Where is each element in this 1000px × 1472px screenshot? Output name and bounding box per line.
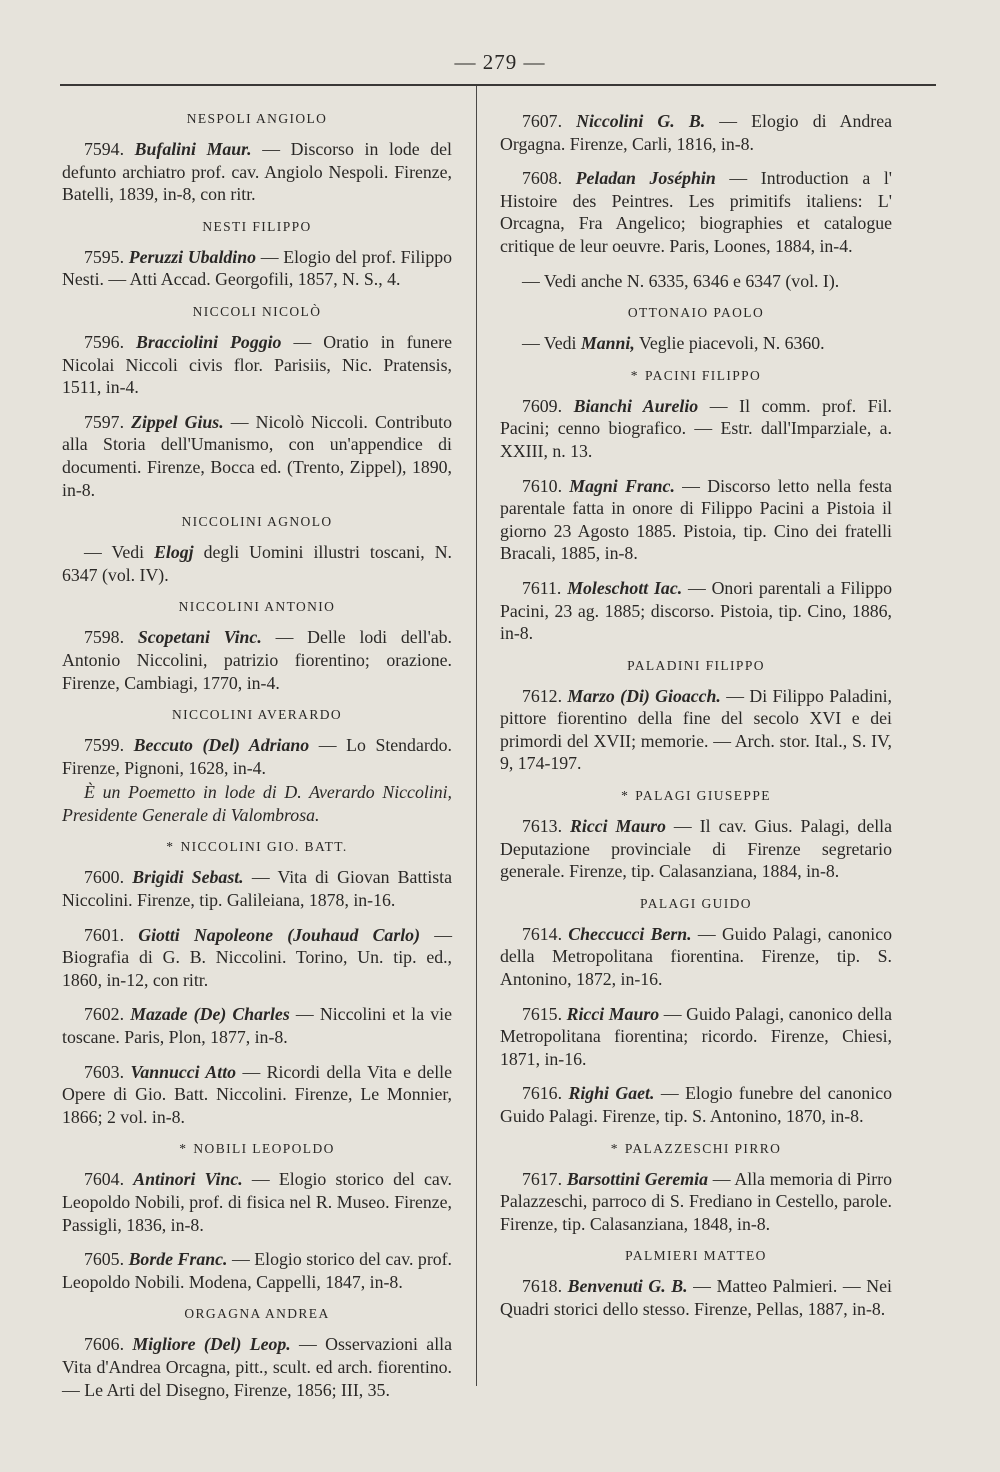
bibliography-entry xyxy=(62,246,452,291)
entry-number: 7602. xyxy=(84,1004,125,1025)
entry-author: Mazade (De) Charles xyxy=(130,1004,290,1025)
heading-text: NOBILI LEOPOLDO xyxy=(193,1141,335,1157)
bibliography-entry xyxy=(62,1168,452,1236)
bibliography-entry xyxy=(500,923,892,991)
bibliography-entry xyxy=(62,734,452,779)
heading-text: NICCOLI NICOLÒ xyxy=(192,303,322,319)
heading-text: NESTI FILIPPO xyxy=(202,218,312,234)
bibliography-entry xyxy=(62,626,452,694)
section-heading xyxy=(500,1140,892,1158)
entry-text: — Elogio storico del cav. Leopoldo Nobili, prof. di fisica nel R. Museo. Firenze, Passigli, 1836, in-8. xyxy=(62,1169,452,1235)
entry-number: 7594. xyxy=(84,139,125,159)
entry-author: Peladan Joséphin xyxy=(575,168,716,189)
bibliography-entry xyxy=(62,411,452,501)
entry-number: 7607. xyxy=(522,111,563,131)
asterisk-mark: * xyxy=(179,1141,188,1157)
entry-text: — Nicolò Niccoli. Contributo alla Storia dell'Umanismo, con un'appendice di documenti. Firenze, Bocca ed. (Trento, Zippel), 1890, in-8. xyxy=(62,411,453,500)
bibliography-entry xyxy=(500,1082,892,1127)
entry-author: Elogj xyxy=(154,542,194,563)
entry-author: Checcucci Bern. xyxy=(568,923,692,944)
entry-author: Bracciolini Poggio xyxy=(136,331,282,352)
bibliography-entry xyxy=(500,1003,892,1071)
entry-number: 7614. xyxy=(522,923,563,944)
entry-number: 7603. xyxy=(84,1061,125,1082)
entry-author: Antinori Vinc. xyxy=(133,1169,243,1190)
entry-text: — Niccolini et la vie toscane. Paris, Plon, 1877, in-8. xyxy=(62,1004,452,1048)
bibliography-entry xyxy=(500,577,892,645)
asterisk-mark: * xyxy=(166,839,175,855)
section-heading xyxy=(500,1247,892,1265)
entry-text: — Il cav. Gius. Palagi, della Deputazione provinciale di Firenze segretario generale. Firenze, tip. Calasanziana, 1884, in-8. xyxy=(500,816,892,882)
heading-text: NESPOLI ANGIOLO xyxy=(186,111,328,126)
section-heading xyxy=(62,513,452,531)
entry-number: 7615. xyxy=(522,1003,563,1024)
heading-text: PALAGI GUIDO xyxy=(640,895,752,911)
bibliography-entry xyxy=(500,1168,892,1236)
bibliography-entry xyxy=(500,332,892,355)
entry-number: 7612. xyxy=(522,685,563,706)
entry-text: — Lo Stendardo. Firenze, Pignoni, 1628, in-4. xyxy=(62,735,452,778)
entry-author: Zippel Gius. xyxy=(131,411,224,432)
entry-author: Migliore (Del) Leop. xyxy=(132,1334,291,1355)
bibliography-entry xyxy=(500,685,892,775)
bibliography-entry xyxy=(500,1275,892,1320)
entry-author: Ricci Mauro xyxy=(570,816,666,837)
section-heading xyxy=(500,657,892,675)
entry-author: Vannucci Atto xyxy=(130,1061,237,1082)
entry-number: 7606. xyxy=(84,1334,125,1355)
section-heading xyxy=(62,1140,452,1158)
entry-number: 7604. xyxy=(84,1169,125,1190)
bibliography-entry xyxy=(500,167,892,257)
bibliography-entry xyxy=(62,866,452,911)
entry-author: Peruzzi Ubaldino xyxy=(128,246,256,267)
entry-author: Giotti Napoleone (Jouhaud Carlo) xyxy=(138,924,420,945)
heading-text: PACINI FILIPPO xyxy=(644,367,762,383)
entry-number: — Vedi xyxy=(522,333,577,354)
entry-number: — Vedi anche xyxy=(522,270,623,291)
bibliography-entry xyxy=(500,475,892,565)
heading-text: PALAZZESCHI PIRRO xyxy=(624,1140,782,1156)
bibliography-entry xyxy=(500,270,892,293)
entry-author: Bianchi Aurelio xyxy=(573,395,699,416)
entry-text: — Osservazioni alla Vita d'Andrea Orcagna, pitt., scult. ed arch. fiorentino. — Le Arti del Disegno, Firenze, 1856; III, 35. xyxy=(62,1334,452,1400)
bibliography-entry xyxy=(62,1333,452,1401)
entry-number: 7617. xyxy=(522,1168,563,1189)
bibliography-entry xyxy=(62,1061,452,1129)
entry-text: — Biografia di G. B. Niccolini. Torino, Un. tip. ed., 1860, in-12, con ritr. xyxy=(62,924,453,990)
asterisk-mark: * xyxy=(630,367,639,383)
entry-text: — Elogio del prof. Filippo Nesti. — Atti Accad. Georgofili, 1857, N. S., 4. xyxy=(62,246,452,290)
heading-text: PALMIERI MATTEO xyxy=(625,1248,767,1264)
entry-text: degli Uomini illustri toscani, N. 6347 (vol. IV). xyxy=(62,542,452,585)
entry-text: — Delle lodi dell'ab. Antonio Niccolini, patrizio fiorentino; orazione. Firenze, Cambiagi, 1770, in-4. xyxy=(62,627,453,693)
entry-text: — Di Filippo Paladini, pittore fiorentino della fine del secolo XVI e dei primordi del XVII; memorie. — Arch. stor. Ital., S. IV, 9, 174-197. xyxy=(500,685,892,774)
heading-text: NICCOLINI ANTONIO xyxy=(178,599,336,615)
section-heading xyxy=(62,218,452,236)
bibliography-entry xyxy=(62,138,452,206)
entry-author: Moleschott Iac. xyxy=(567,577,683,598)
entry-number: 7600. xyxy=(84,867,125,888)
bibliography-entry xyxy=(62,1248,452,1293)
entry-author: Magni Franc. xyxy=(569,475,675,496)
entry-author: Scopetani Vinc. xyxy=(137,627,262,648)
entry-number: 7601. xyxy=(84,924,125,945)
entry-text: — Vita di Giovan Battista Niccolini. Firenze, tip. Galileiana, 1878, in-16. xyxy=(62,867,453,911)
entry-number: 7618. xyxy=(522,1276,563,1297)
entry-number: 7599. xyxy=(84,735,125,756)
section-heading xyxy=(62,838,452,856)
section-heading xyxy=(62,706,452,724)
entry-text: Veglie piacevoli, N. 6360. xyxy=(634,333,825,354)
bibliography-entry xyxy=(500,815,892,883)
section-heading xyxy=(62,110,452,128)
entry-number: 7598. xyxy=(84,627,125,648)
entry-text: — Alla memoria di Pirro Palazzeschi, parroco di S. Frediano in Cestello, parole. Firenze, tip. Calasanziana, 1848, in-8. xyxy=(500,1168,892,1234)
heading-text: OTTONAIO PAOLO xyxy=(627,305,765,321)
entry-number: 7608. xyxy=(522,168,563,189)
entry-number: 7613. xyxy=(522,816,563,837)
header-rule xyxy=(60,84,936,86)
entry-number: 7616. xyxy=(522,1083,563,1104)
section-heading xyxy=(500,895,892,913)
entry-text: N. 6335, 6346 e 6347 (vol. I). xyxy=(622,270,840,291)
entry-number: 7605. xyxy=(84,1249,125,1270)
entry-text: — Discorso letto nella festa parentale fatta in onore di Filippo Pacini a Pistoia il giorno 23 Agosto 1885. Pistoia, tip. Cino dei fratelli Bracali, 1885, in-8. xyxy=(500,475,892,564)
asterisk-mark: * xyxy=(621,788,630,804)
entry-note: È un Poemetto in lode di D. Averardo Niccolini, Presidente Generale di Valombrosa. xyxy=(62,782,452,825)
entry-number: 7595. xyxy=(84,246,125,267)
heading-text: ORGAGNA ANDREA xyxy=(184,1306,330,1322)
entry-author: Marzo (Di) Gioacch. xyxy=(567,685,721,706)
section-heading xyxy=(62,598,452,616)
heading-text: PALAGI GIUSEPPE xyxy=(635,788,771,804)
bibliography-entry xyxy=(62,541,452,586)
entry-author: Bufalini Maur. xyxy=(134,139,252,159)
heading-text: NICCOLINI GIO. BATT. xyxy=(180,839,348,855)
entry-text: — Elogio di Andrea Orgagna. Firenze, Carli, 1816, in-8. xyxy=(500,111,892,154)
section-heading xyxy=(62,1305,452,1323)
entry-text: — Elogio storico del cav. prof. Leopoldo Nobili. Modena, Cappelli, 1847, in-8. xyxy=(62,1249,452,1292)
entry-author: Beccuto (Del) Adriano xyxy=(133,735,310,756)
section-heading xyxy=(500,367,892,385)
section-heading xyxy=(62,303,452,321)
section-heading xyxy=(500,787,892,805)
section-heading xyxy=(500,304,892,322)
entry-author: Benvenuti G. B. xyxy=(567,1276,688,1297)
entry-text: — Il comm. prof. Fil. Pacini; cenno biografico. — Estr. dall'Imparziale, a. XXIII, n. 13. xyxy=(500,395,893,461)
left-column xyxy=(62,110,452,1413)
entry-text: — Guido Palagi, canonico della Metropolitana fiorentina; ricordo. Firenze, Chiesi, 1871, in-16. xyxy=(500,1003,893,1069)
entry-number: 7597. xyxy=(84,411,125,432)
entry-number: 7609. xyxy=(522,395,563,416)
heading-text: PALADINI FILIPPO xyxy=(627,657,765,673)
page-number: — 279 — xyxy=(454,50,546,74)
entry-number: 7596. xyxy=(84,331,125,352)
entry-author: Ricci Mauro xyxy=(566,1003,660,1024)
entry-text: — Introduction a l' Histoire des Peintres. Les primitifs italiens: L' Orcagna, Fra Angelico; biographies et catalogue critique de leur oeuvre. Paris, Loones, 1884, in-4. xyxy=(500,168,892,256)
heading-text: NICCOLINI AGNOLO xyxy=(181,514,333,530)
column-divider xyxy=(476,86,477,1386)
entry-number: — Vedi xyxy=(84,542,145,563)
asterisk-mark: * xyxy=(610,1140,619,1156)
entry-text: — Guido Palagi, canonico della Metropolitana fiorentina. Firenze, tip. S. Antonino, 1872, in-16. xyxy=(500,923,893,990)
entry-text: — Matteo Palmieri. — Nei Quadri storici dello stesso. Firenze, Pellas, 1887, in-8. xyxy=(500,1276,892,1319)
entry-author: Righi Gaet. xyxy=(568,1083,655,1104)
entry-number: 7611. xyxy=(522,577,562,598)
entry-author: Borde Franc. xyxy=(128,1249,228,1270)
entry-author: Barsottini Geremia xyxy=(566,1168,708,1189)
right-column xyxy=(500,110,892,1333)
entry-number: 7610. xyxy=(522,475,563,496)
bibliography-entry xyxy=(62,331,452,399)
bibliography-entry xyxy=(62,1003,452,1048)
bibliography-entry xyxy=(62,924,452,992)
entry-text: — Discorso in lode del defunto archiatro prof. cav. Angiolo Nespoli. Firenze, Batelli, 1839, in-8, con ritr. xyxy=(62,139,452,205)
entry-text: — Ricordi della Vita e delle Opere di Gio. Batt. Niccolini. Firenze, Le Monnier, 1866; 2 vol. in-8. xyxy=(62,1061,452,1127)
bibliography-entry xyxy=(500,110,892,155)
entry-text: — Elogio funebre del canonico Guido Palagi. Firenze, tip. S. Antonino, 1870, in-8. xyxy=(500,1083,892,1126)
entry-author: Niccolini G. B. xyxy=(576,111,706,131)
entry-author: Manni, xyxy=(580,333,635,354)
entry-author: Brigidi Sebast. xyxy=(132,867,244,888)
entry-text: — Oratio in funere Nicolai Niccoli civis flor. Parisiis, Nic. Pratensis, 1511, in-4. xyxy=(62,331,452,398)
entry-text: — Onori parentali a Filippo Pacini, 23 ag. 1885; discorso. Pistoia, tip. Cino, 1886, in-8. xyxy=(500,577,893,644)
heading-text: NICCOLINI AVERARDO xyxy=(171,707,343,723)
bibliography-entry xyxy=(500,395,892,463)
